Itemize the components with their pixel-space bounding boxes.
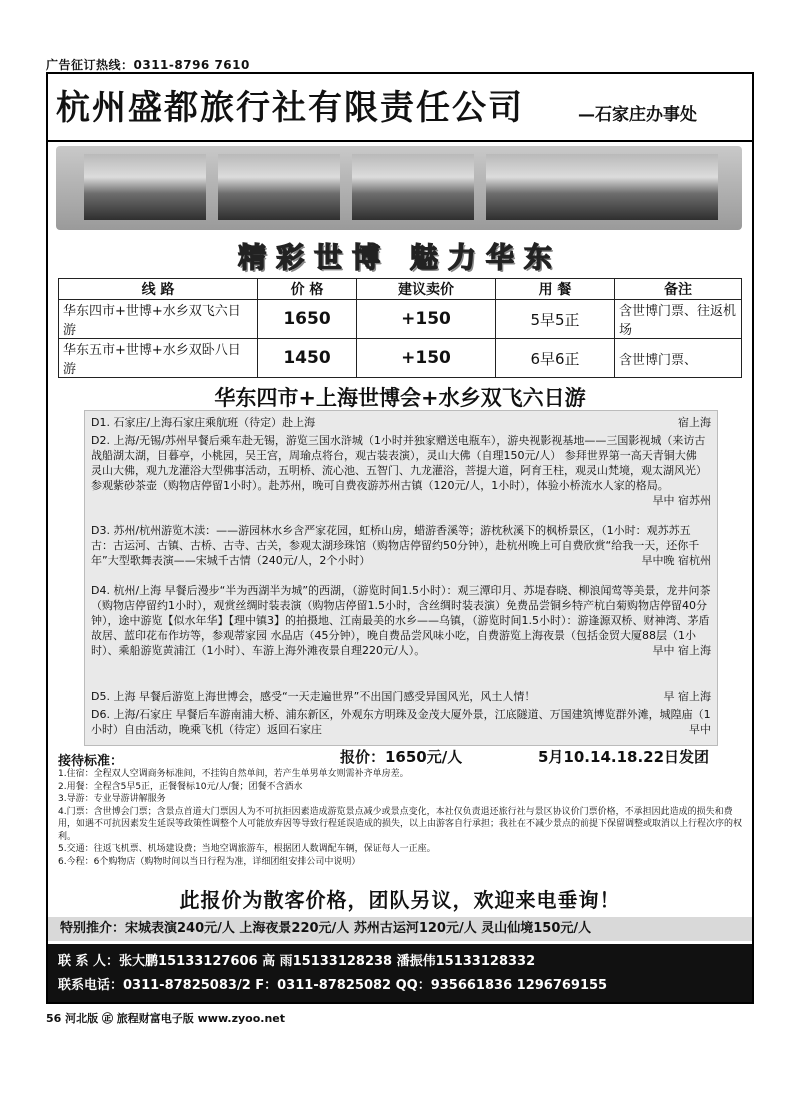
company-name: 杭州盛都旅行社有限责任公司: [56, 88, 524, 128]
ad-hotline: 广告征订热线：0311-8796 7610: [46, 58, 250, 72]
price-cell: 1450: [258, 339, 357, 378]
meal-cell: 6早6正: [496, 339, 615, 378]
day-meal: 早中晚 宿杭州: [641, 554, 711, 567]
scenic-photo: [608, 154, 718, 220]
table-row: [59, 339, 742, 378]
contact-bar: [48, 944, 752, 1002]
scenic-photo: [218, 154, 340, 220]
day-text: D6. 上海/石家庄 早餐后车游南浦大桥、浦东新区，外观东方明珠及金茂大厦外景，江底隧道、万国建筑博览群外滩，城隍庙（1小时）自由活动，晚乘飞机（待定）返回石家庄: [91, 708, 711, 736]
table-row: [59, 300, 742, 339]
inquiry-slogan: 此报价为散客价格，团队另议，欢迎来电垂询！: [179, 888, 621, 912]
standards-list: [58, 768, 742, 868]
day-meal: 早 宿上海: [663, 690, 711, 703]
day-text: D4. 杭州/上海 早餐后漫步“半为西湖半为城”的西湖，（游览时间1.5小时）：观三潭印月、苏堤春晓、柳浪闻莺等美景，龙井问茶（购物店停留约1小时），观赏丝绸时装表演（购物店停留1.5小时，含丝绸时装表演）免费品尝铜乡特产杭白菊购物店停留40分钟），途中游览【似水年华】【理中镇3】的拍摄地、江南最美的水乡——乌镇，（游览时间1.5小时）：游逢源双桥、财神湾、茅盾故居、蓝印花布作坊等，参观蒂家园 水品店（45分钟），晚自费品尝风味小吃，自费游览上海夜景（包括金贸大厦88层（1小时）、乘船游览黄浦江（1小时）、车游上海外滩夜景自理220元/人）。: [91, 584, 711, 657]
day-text: D1. 石家庄/上海石家庄乘航班（待定）赴上海: [91, 416, 316, 429]
branch-office: —石家庄办事处: [578, 105, 697, 125]
day-meal: 早中 宿上海: [652, 644, 711, 657]
header-suggest: 建议卖价: [357, 279, 496, 300]
standard-item: 4.门票：含世博会门票；含景点首道大门票因人为不可抗拒因素造成游览景点减少或景点变化，本社仅负责退还旅行社与景区协议价门票价格，不承担因此造成的损失和费用，如遇不可抗因素发生延误等政策性调整个人可能放弃因等导致行程延误造成的损失，以上由游客自行承担；我社在不减少景点的前提下保留调整或取消以上行程次序的权利。: [58, 806, 743, 842]
header-meal: 用 餐: [496, 279, 615, 300]
scenic-photo: [486, 154, 608, 220]
meal-cell: 5早5正: [496, 300, 615, 339]
price-table: [58, 278, 742, 378]
route-cell: 华东四市+世博+水乡双飞六日游: [59, 300, 258, 339]
suggest-cell: +150: [357, 300, 496, 339]
itinerary-day: [91, 433, 711, 508]
day-meal: 早中 宿苏州: [652, 494, 711, 507]
itinerary-day: [91, 415, 711, 430]
itinerary-day: [91, 523, 711, 568]
tour-title: 华东四市+上海世博会+水乡双飞六日游: [214, 386, 586, 410]
header-price: 价 格: [258, 279, 357, 300]
day-meal: 宿上海: [678, 416, 711, 429]
standard-item: 2.用餐：全程含5早5正，正餐餐标10元/人/餐；团餐不含酒水: [58, 781, 303, 792]
special-offer-bar: 特别推介：宋城表演240元/人 上海夜景220元/人 苏州古运河120元/人 灵山仙境150元/人: [48, 917, 752, 941]
itinerary-day: [91, 689, 711, 704]
day-text: D3. 苏州/杭州游览木渎：——游园林水乡含严家花园，虹桥山房，蜡游香溪等；游枕秋溪下的枫桥景区，（1小时：观苏苏五古：古运河、古镇、古桥、古寺、古关，参观太湖珍珠馆（购物店停留约50分钟），赴杭州晚上可自费欣赏“给我一天，还你千年”大型歌舞表演——宋城千古情（240元/人，2个小时）: [91, 524, 700, 567]
contact-people: 联 系 人：张大鹏15133127606 高 雨15133128238 潘振伟15133128332: [58, 954, 536, 969]
standard-item: 1.住宿：全程双人空调商务标准间，不挂钩自然单间，若产生单男单女则需补齐单房差。: [58, 769, 409, 779]
standard-item: 5.交通：往返飞机票、机场建设费；当地空调旅游车，根据团人数调配车辆，保证每人一正座。: [58, 844, 436, 854]
note-cell: 含世博门票、: [615, 339, 742, 378]
divider: [48, 140, 752, 142]
price-quote: 报价：1650元/人: [340, 748, 463, 766]
note-cell: 含世博门票、往返机场: [615, 300, 742, 339]
standard-item: 6.今程：6个购物店（购物时间以当日行程为准，详细团组安排公司中说明）: [58, 856, 361, 867]
day-text: D2. 上海/无锡/苏州早餐后乘车赴无锡，游览三国水浒城（1小时并独家赠送电瓶车），游央视影视基地——三国影视城（来访古战船湖太湖，目暮亭，小桃园，吴王宫，周瑜点将台，观古装表演），灵山大佛（自理150元/人） 参拜世界第一高天青铜大佛 灵山大佛，观九龙灌浴大型佛事活动，五明桥、流心池、五智门、九龙灌浴，菩提大道，阿育王柱，观灵山梵境，观太湖风光）参观紫砂茶壶（购物店停留1小时）。赴苏州，晚可自费夜游苏州古镇（120元/人，1小时），体验小桥流水人家的格局。: [91, 434, 707, 492]
photo-strip: [56, 146, 742, 230]
table-header-row: [59, 279, 742, 300]
scenic-photo: [84, 154, 206, 220]
standard-item: 3.导游：专业导游讲解服务: [58, 794, 166, 804]
price-cell: 1650: [258, 300, 357, 339]
route-cell: 华东五市+世博+水乡双卧八日游: [59, 339, 258, 378]
day-text: D5. 上海 早餐后游览上海世博会，感受“一天走遍世界”不出国门感受异国风光，风土人情！: [91, 690, 536, 703]
day-meal: 早中: [689, 723, 711, 736]
header-note: 备注: [615, 279, 742, 300]
itinerary-box: [84, 410, 718, 746]
itinerary-day: [91, 707, 711, 737]
standards-title: 接待标准：: [58, 754, 124, 769]
contact-phones: 联系电话：0311-87825083/2 F：0311-87825082 QQ：935661836 1296769155: [58, 978, 608, 993]
slogan: 精彩世博 魅力华东: [238, 241, 562, 274]
itinerary-day: [91, 583, 711, 658]
page-footer: 56 河北版 ㊣ 旅程财富电子版 www.zyoo.net: [46, 1012, 286, 1025]
scenic-photo: [352, 154, 474, 220]
suggest-cell: +150: [357, 339, 496, 378]
header-route: 线 路: [59, 279, 258, 300]
departure-dates: 5月10.14.18.22日发团: [538, 748, 710, 766]
